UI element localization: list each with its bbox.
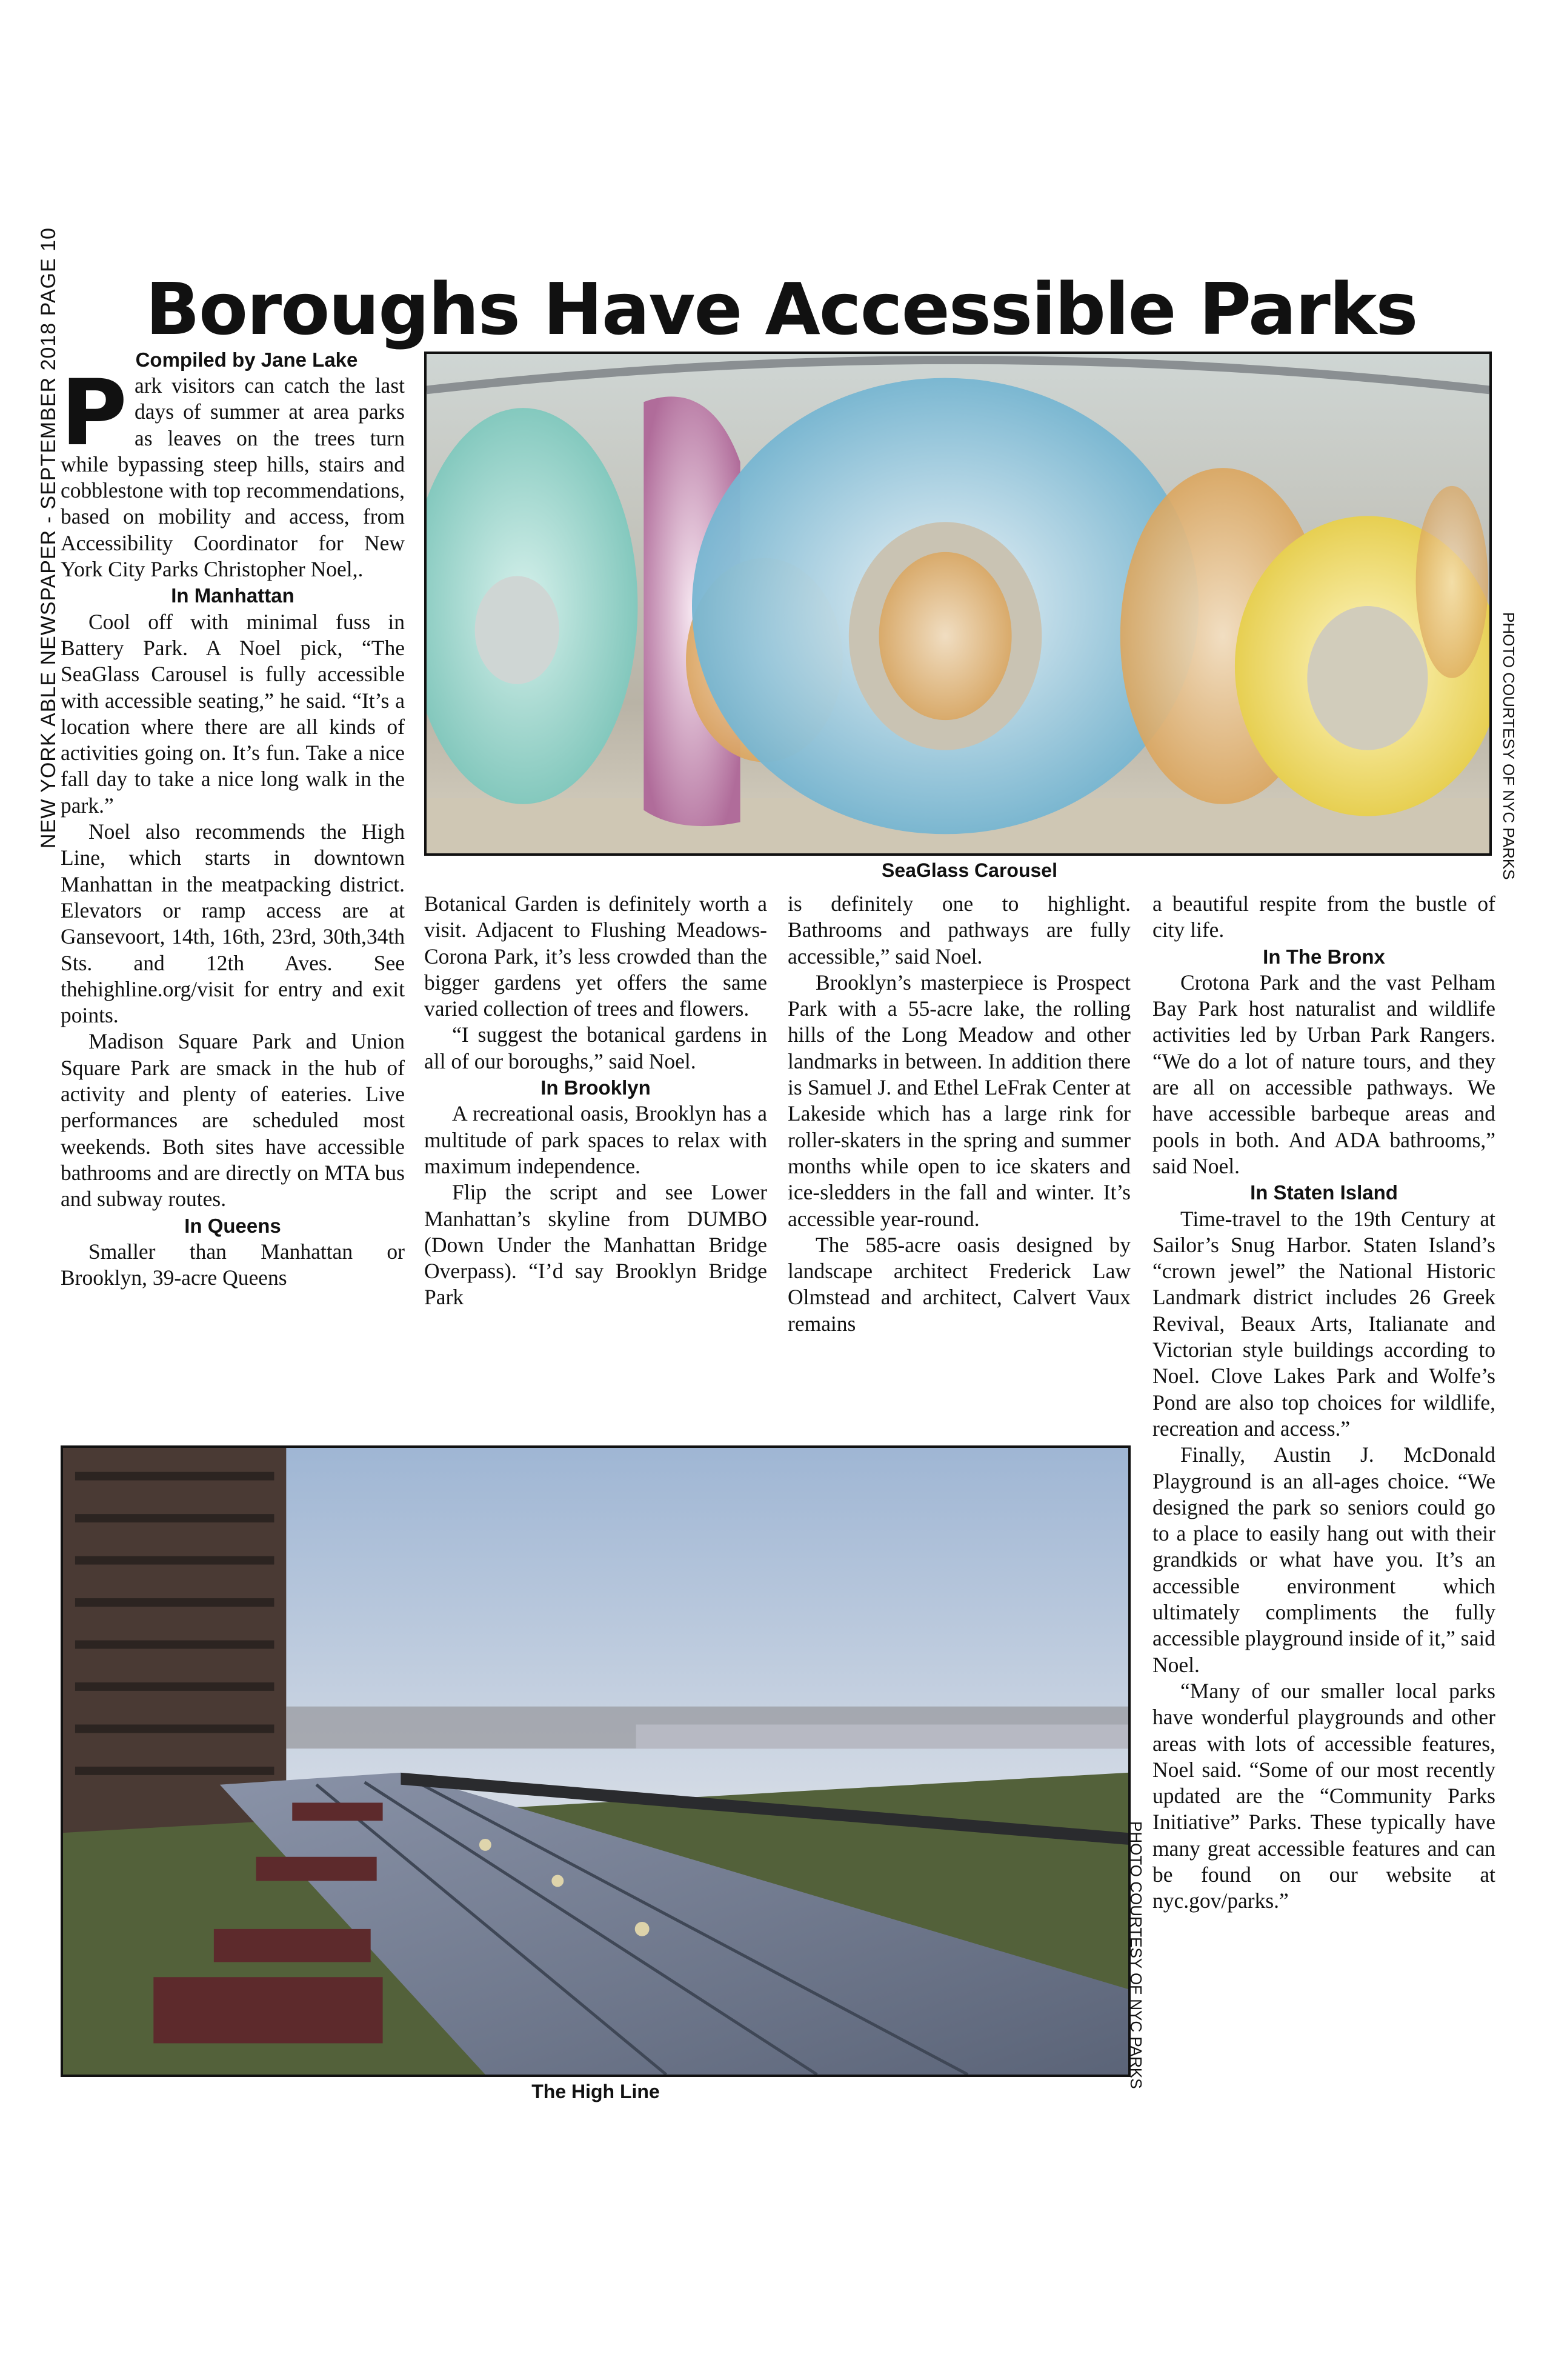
subhead-queens: In Queens — [184, 1214, 281, 1237]
article-headline: Boroughs Have Accessible Parks — [145, 267, 1417, 351]
carousel-photo-credit: PHOTO COURTESY OF NYC PARKS — [1500, 612, 1518, 880]
paragraph-botanical-suggest: “I suggest the botanical gardens in all of our boroughs,” said Noel. — [424, 1022, 767, 1073]
lead-text: ark visitors can catch the last days of summer at area parks as leaves on the trees turn while bypassing steep hills, stairs and cobblestone with top recommendations, based on mobility and access, from Accessibility Coordinator for New York City Parks Christopher Noel,. — [61, 373, 405, 582]
high-line-photo — [61, 1445, 1131, 2077]
subhead-bronx: In The Bronx — [1263, 945, 1385, 968]
paragraph-staten-island: Time-travel to the 19th Century at Sailor’s Snug Harbor. Staten Island’s “crown jewel” the National Historic Landmark district includes 26 Greek Revival, Beaux Arts, Italianate and Victorian style buildings according to Noel. Clove Lakes Park and Wolfe’s Pond are also top choices for wildlife, recreation and access.” — [1152, 1206, 1495, 1441]
carousel-caption: SeaGlass Carousel — [882, 859, 1057, 881]
paragraph-prospect-park: Brooklyn’s masterpiece is Prospect Park with a 55-acre lake, the rolling hills of the Long Meadow and other landmarks in between. In addition there is Samuel J. and Ethel LeFrak Center at Lakeside which has a large rink for roller-skaters in the spring and summer months while open to ice skaters and ice-sledders in the fall and winter. It’s accessible year-round. — [788, 970, 1131, 1231]
paragraph-queens-start: Smaller than Manhattan or Brooklyn, 39-acre Queens — [61, 1239, 405, 1290]
paragraph-bronx: Crotona Park and the vast Pelham Bay Park host naturalist and wildlife activities led by Urban Park Rangers. “We do a lot of nature tours, and they are all on accessible pathways. We have accessible barbeque areas and pools in both. And ADA bathrooms,” said Noel. — [1152, 970, 1495, 1178]
high-line-caption: The High Line — [531, 2081, 660, 2102]
column-2 — [424, 891, 767, 1311]
seaglass-carousel-photo — [424, 352, 1492, 856]
column-3 — [788, 891, 1131, 1337]
high-line-illustration — [63, 1448, 1128, 2075]
subhead-manhattan: In Manhattan — [171, 584, 294, 607]
paragraph-queens-continued: Botanical Garden is definitely worth a visit. Adjacent to Flushing Meadows-Corona Park, it’s less crowded than the bigger gardens yet offers the same varied collection of trees and flowers. — [424, 892, 767, 1021]
paragraph-dumbo: Flip the script and see Lower Manhattan’s skyline from DUMBO (Down Under the Manhattan Bridge Overpass). “I’d say Brooklyn Bridge Park — [424, 1180, 767, 1310]
subhead-brooklyn: In Brooklyn — [540, 1076, 651, 1099]
paragraph-local-parks: “Many of our smaller local parks have wonderful playgrounds and other areas with lots of accessible features, Noel said. “Some of our most recently updated are the “Community Parks Initiative” Parks. These typically have many great accessible features and can be found on our website at nyc.gov/parks.” — [1152, 1678, 1495, 1913]
subhead-staten-island: In Staten Island — [1250, 1181, 1398, 1204]
column-4 — [1152, 891, 1495, 1915]
paragraph-mcdonald-playground: Finally, Austin J. McDonald Playground is an all-ages choice. “We designed the park so seniors could go to a place to easily hang out with their grandkids or what have you. It’s an accessible environment which ultimately compliments the fully accessible playground inside of it,” said Noel. — [1152, 1442, 1495, 1677]
paragraph-battery-park: Cool off with minimal fuss in Battery Park. A Noel pick, “The SeaGlass Carousel is fully accessible with accessible seating,” he said. “It’s a location where there are all kinds of activities going on. It’s fun. Take a nice fall day to take a nice long walk in the park.” — [61, 609, 405, 818]
paragraph-dumbo-continued: is definitely one to highlight. Bathrooms and pathways are fully accessible,” said Noel. — [788, 892, 1131, 968]
paragraph-olmstead: The 585-acre oasis designed by landscape architect Frederick Law Olmstead and architect, Calvert Vaux remains — [788, 1232, 1131, 1336]
high-line-photo-credit: PHOTO COURTESY OF NYC PARKS — [1127, 1821, 1145, 2089]
paragraph-brooklyn: A recreational oasis, Brooklyn has a multitude of park spaces to relax with maximum independence. — [424, 1101, 767, 1178]
drop-cap: P — [61, 361, 127, 466]
column-1 — [61, 347, 405, 1291]
paragraph-high-line: Noel also recommends the High Line, which starts in downtown Manhattan in the meatpacking district. Elevators or ramp access are at Gansevoort, 14th, 16th, 23rd, 30th,34th Sts. and 12th Aves. See thehighline.org/visit for entry and exit points. — [61, 819, 405, 1028]
paragraph-madison-square: Madison Square Park and Union Square Park are smack in the hub of activity and plenty of eateries. Live performances are scheduled most weekends. Both sites have accessible bathrooms and are directly on MTA bus and subway routes. — [61, 1029, 405, 1212]
paragraph-olmstead-continued: a beautiful respite from the bustle of city life. — [1152, 892, 1495, 942]
lead-paragraph — [61, 361, 405, 582]
carousel-illustration — [427, 354, 1489, 853]
byline: Compiled by Jane Lake — [135, 348, 358, 371]
page-side-label: NEW YORK ABLE NEWSPAPER - SEPTEMBER 2018 PAGE 10 — [36, 227, 60, 848]
